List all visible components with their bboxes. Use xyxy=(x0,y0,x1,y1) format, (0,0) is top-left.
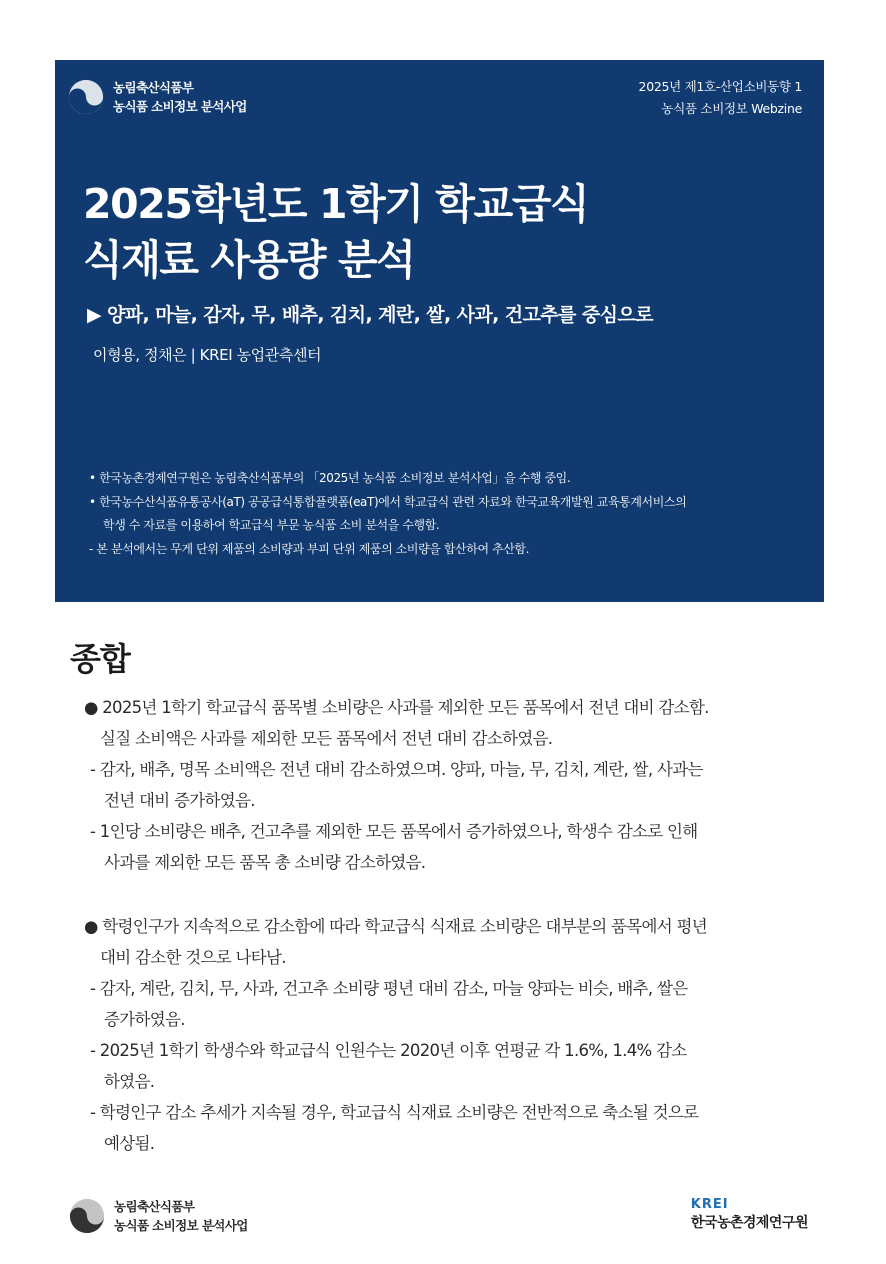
p1-line2: 실질 소비액은 사과를 제외한 모든 품목에서 전년 대비 감소하였음. xyxy=(100,729,553,748)
footer-org-line2: 농식품 소비정보 분석사업 xyxy=(114,1218,248,1233)
taegeuk-icon xyxy=(67,78,105,116)
p1-line3: - 감자, 배추, 명목 소비액은 전년 대비 감소하였으며. 양파, 마늘, 무, 김치, 계란, 쌀, 사과는 xyxy=(90,760,703,779)
page-title xyxy=(83,176,588,288)
footer-org-logo xyxy=(68,1197,248,1235)
p2-line2: 대비 감소한 것으로 나타남. xyxy=(100,948,286,967)
title-line1: 2025학년도 1학기 학교급식 xyxy=(83,180,589,228)
issue-number: 2025년 제1호-산업소비동향 1 xyxy=(638,79,802,94)
org-logo xyxy=(67,78,247,116)
header-banner xyxy=(55,60,824,602)
p2-line5: - 2025년 1학기 학생수와 학교급식 인원수는 2020년 이후 연평균 각 1.6%, 1.4% 감소 xyxy=(90,1041,687,1060)
note-1: • 한국농촌경제연구원은 농림축산식품부의 「2025년 농식품 소비정보 분석사업」을 수행 중임. xyxy=(89,471,571,485)
notes xyxy=(89,467,809,561)
org-line2: 농식품 소비정보 분석사업 xyxy=(113,99,247,114)
krei-mark: KREI xyxy=(690,1197,729,1212)
authors: 이형용, 정채은 | KREI 농업관측센터 xyxy=(93,346,322,364)
p1-line1: ● 2025년 1학기 학교급식 품목별 소비량은 사과를 제외한 모든 품목에서 전년 대비 감소함. xyxy=(84,698,709,717)
subtitle: ▶ 양파, 마늘, 감자, 무, 배추, 김치, 계란, 쌀, 사과, 건고추를 중심으로 xyxy=(87,304,653,326)
p2-line8: 예상됨. xyxy=(104,1134,155,1153)
p2-line7: - 학령인구 감소 추세가 지속될 경우, 학교급식 식재료 소비량은 전반적으로 축소될 것으로 xyxy=(90,1103,699,1122)
taegeuk-icon xyxy=(68,1197,106,1235)
p1-line4: 전년 대비 증가하였음. xyxy=(104,791,255,810)
p2-line3: - 감자, 계란, 김치, 무, 사과, 건고추 소비량 평년 대비 감소, 마늘 양파는 비슷, 배추, 쌀은 xyxy=(90,979,688,998)
section-title: 종합 xyxy=(70,640,130,678)
p2-line4: 증가하였음. xyxy=(104,1010,185,1029)
footer-org-line1: 농림축산식품부 xyxy=(114,1199,195,1214)
p2-line6: 하였음. xyxy=(104,1072,155,1091)
note-2: • 한국농수산식품유통공사(aT) 공공급식통합플랫폼(eaT)에서 학교급식 관련 자료와 한국교육개발원 교육통계서비스의 xyxy=(89,494,687,509)
note-3: - 본 분석에서는 무게 단위 제품의 소비량과 부피 단위 제품의 소비량을 합산하여 추산함. xyxy=(89,541,530,556)
title-line2: 식재료 사용량 분석 xyxy=(83,236,415,284)
p1-line6: 사과를 제외한 모든 품목 총 소비량 감소하였음. xyxy=(104,853,426,872)
summary-body xyxy=(84,692,824,1159)
p2-line1: ● 학령인구가 지속적으로 감소함에 따라 학교급식 식재료 소비량은 대부분의 품목에서 평년 xyxy=(84,917,707,936)
webzine-label: 농식품 소비정보 Webzine xyxy=(661,101,802,116)
issue-info xyxy=(639,76,802,120)
krei-name: 한국농촌경제연구원 xyxy=(690,1215,808,1231)
p1-line5: - 1인당 소비량은 배추, 건고추를 제외한 모든 품목에서 증가하였으나, 학생수 감소로 인해 xyxy=(90,822,698,841)
krei-logo xyxy=(691,1197,808,1232)
org-line1: 농림축산식품부 xyxy=(113,80,194,95)
note-2-cont: 학생 수 자료를 이용하여 학교급식 부문 농식품 소비 분석을 수행함. xyxy=(103,518,440,532)
